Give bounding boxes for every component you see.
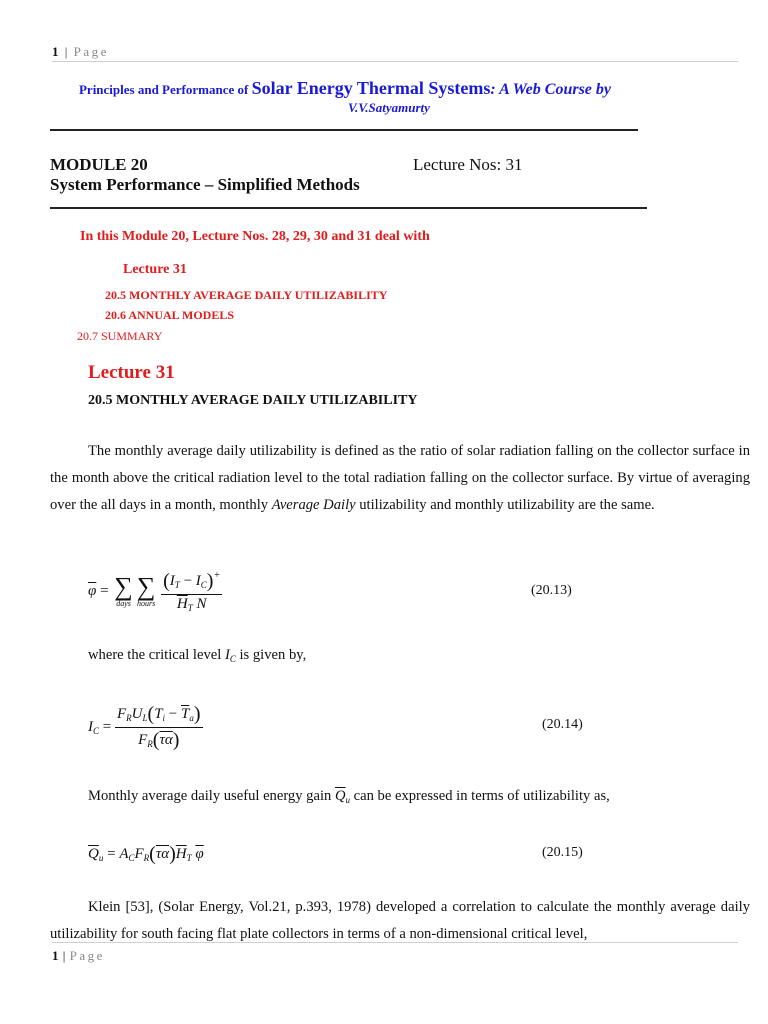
numerator: $F_RU_L(T_i - \overline{T}_a)$ — [115, 703, 203, 728]
sum-hours — [136, 572, 156, 608]
eq-symbol: $\overline{\varphi}$ — [195, 846, 204, 862]
eq-symbol: $\overline{Q}$ — [88, 846, 99, 862]
equation-number: (20.14) — [542, 717, 583, 732]
paragraph — [50, 642, 750, 673]
eq-subscript: T — [187, 603, 193, 613]
paragraph-text: utilizability and monthly utilizability are the same. — [355, 497, 655, 513]
emphasis-text: Average Daily — [271, 497, 356, 513]
eq-symbol: I — [195, 573, 201, 589]
eq-symbol: I — [88, 718, 93, 735]
eq-symbol: $\overline{\tau\alpha}$ — [155, 846, 170, 862]
inline-symbol: I — [224, 647, 230, 663]
module-title: MODULE 20 — [50, 155, 148, 174]
eq-subscript: T — [174, 580, 180, 590]
page-separator: | — [62, 948, 66, 963]
course-title-part3: : A Web Course by — [490, 81, 612, 98]
sum-days — [114, 572, 133, 608]
fraction — [161, 570, 222, 613]
sigma-symbol: ∑ — [114, 572, 133, 601]
page-word: Page — [69, 948, 105, 963]
equation-20-14 — [88, 703, 203, 752]
inline-subscript: u — [345, 795, 350, 805]
eq-subscript: i — [162, 713, 166, 723]
eq-subscript: u — [98, 853, 104, 863]
separator-line — [50, 207, 647, 209]
sum-label: hours — [136, 599, 156, 608]
numerator: $(I_T - I_C)^+$ — [161, 570, 222, 595]
page-separator: | — [64, 44, 68, 59]
eq-symbol: F — [138, 732, 148, 748]
eq-subscript: C — [128, 853, 135, 863]
paragraph-text: The monthly average daily utilizability is defined as the ratio of solar radiation falling on the collector surface in the month above the critical radiation level to the total radiation falling on the collector surface. By virtue of averaging over the all days in a month, monthly — [50, 443, 750, 513]
denominator — [161, 595, 222, 613]
eq-symbol: U — [131, 706, 143, 722]
paragraph-text: is given by, — [235, 647, 307, 663]
eq-symbol: $\overline{H}$ — [176, 596, 188, 612]
eq-subscript: a — [189, 713, 194, 723]
fraction — [115, 703, 203, 752]
eq-subscript: R — [143, 853, 150, 863]
eq-symbol: F — [134, 846, 144, 862]
eq-subscript: R — [126, 713, 132, 723]
page-footer — [52, 948, 105, 964]
course-author: V.V.Satyamurty — [348, 100, 430, 115]
eq-superscript: + — [213, 570, 221, 581]
eq-symbol: F — [116, 706, 127, 722]
eq-symbol: N — [192, 596, 207, 612]
eq-subscript: C — [93, 725, 100, 736]
equation-number: (20.13) — [531, 583, 572, 598]
course-title — [0, 78, 690, 99]
sum-label: days — [116, 599, 131, 608]
separator-line — [50, 129, 638, 131]
course-title-part2: Solar Energy Thermal Systems — [251, 78, 491, 98]
toc-item: 20.6 ANNUAL MODELS — [105, 308, 235, 322]
eq-subscript: T — [186, 853, 192, 863]
section-heading: 20.5 MONTHLY AVERAGE DAILY UTILIZABILITY — [88, 393, 418, 408]
course-title-part1: Principles and Performance of — [78, 82, 252, 97]
inline-subscript: C — [229, 654, 236, 664]
footer-rule — [52, 942, 738, 943]
equation-number: (20.15) — [542, 845, 583, 860]
eq-symbol: $\overline{T}$ — [181, 706, 190, 722]
eq-symbol: I — [169, 573, 175, 589]
toc-item: 20.7 SUMMARY — [77, 329, 163, 343]
paragraph-text: can be expressed in terms of utilizability as, — [350, 788, 610, 804]
eq-subscript: R — [147, 739, 153, 749]
paragraph — [50, 783, 750, 814]
eq-symbol: A — [119, 846, 129, 862]
paragraph — [50, 894, 750, 948]
eq-operator: = — [99, 718, 115, 735]
lecture-nos: Lecture Nos: 31 — [413, 155, 523, 174]
denominator: $F_R(\overline{\tau\alpha})$ — [138, 729, 180, 751]
eq-subscript: C — [200, 580, 207, 590]
paragraph-text: Monthly average daily useful energy gain — [88, 788, 335, 804]
eq-operator: = — [96, 582, 113, 599]
paragraph-text: Klein [53], (Solar Energy, Vol.21, p.393, 1978) developed a correlation to calculate the monthly average daily utilizability for south facing flat plate collectors in terms of a non-dimensional critical level, — [50, 899, 750, 942]
paragraph — [50, 438, 750, 519]
eq-symbol: $\overline{H}$ — [175, 846, 187, 862]
eq-operator: = — [103, 846, 120, 862]
header-rule — [52, 61, 738, 62]
sigma-symbol: ∑ — [136, 572, 156, 601]
page-word: Page — [73, 44, 109, 59]
eq-symbol: T — [154, 706, 163, 722]
lecture-heading: Lecture 31 — [88, 362, 175, 383]
equation-20-15: $\overline{Q}_u = A_CF_R(\overline{\tau\alpha})\overline{H}_T$ $\overline{\varphi}$ — [88, 843, 204, 865]
eq-operator: − — [179, 573, 196, 589]
toc-intro: In this Module 20, Lecture Nos. 28, 29, 30 and 31 deal with — [80, 229, 430, 244]
inline-symbol: $\overline{Q}$ — [334, 788, 346, 804]
eq-symbol: $\overline{\varphi}$ — [88, 582, 97, 599]
equation-20-13 — [88, 570, 222, 613]
eq-operator: − — [165, 706, 182, 722]
eq-symbol: $\overline{\tau\alpha}$ — [159, 732, 173, 748]
page-number: 1 — [52, 44, 59, 59]
eq-subscript: L — [142, 713, 148, 723]
page-number: 1 — [52, 948, 59, 963]
module-subtitle: System Performance – Simplified Methods — [50, 175, 360, 194]
paragraph-text: where the critical level — [88, 647, 225, 663]
toc-item: 20.5 MONTHLY AVERAGE DAILY UTILIZABILITY — [105, 288, 388, 302]
page-header — [52, 44, 109, 60]
toc-lecture: Lecture 31 — [123, 262, 187, 277]
